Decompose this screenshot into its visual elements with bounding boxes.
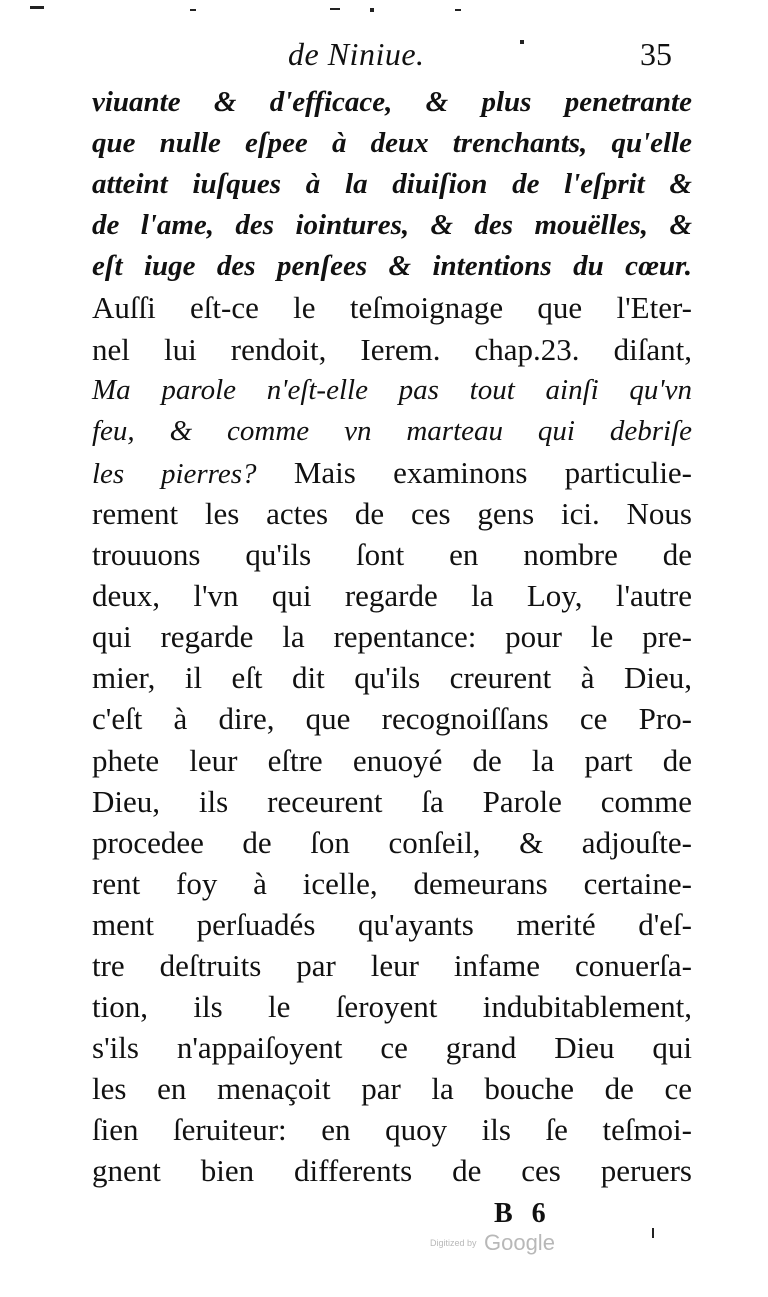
italic-quote-end: les pierres? <box>92 457 257 490</box>
text-line: rent foy à icelle, demeurans certaine- <box>92 865 692 901</box>
text-line: deux, l'vn qui regarde la Loy, l'autre <box>92 578 692 614</box>
text-line: ſien ſeruiteur: en quoy ils ſe teſmoi- <box>92 1112 692 1148</box>
text-line: atteint iuſques à la diuiſion de l'eſprit & <box>92 168 692 201</box>
watermark-prefix: Digitized by <box>430 1238 477 1248</box>
body-text <box>92 82 692 1192</box>
text-line: Ma parole n'eſt-elle pas tout ainſi qu'vn <box>92 373 692 406</box>
text-line: feu, & comme vn marteau qui debriſe <box>92 414 692 447</box>
signature-mark: B 6 <box>494 1198 552 1229</box>
page-number: 35 <box>640 36 672 72</box>
text-line: que nulle eſpee à deux trenchants, qu'elle <box>92 127 692 160</box>
text-line <box>92 452 692 493</box>
google-logo-text: Google <box>483 1230 555 1255</box>
text-line: gnent bien differents de ces peruers <box>92 1153 692 1189</box>
text-line: mier, il eſt dit qu'ils creurent à Dieu, <box>92 660 692 696</box>
text-line: Dieu, ils receurent ſa Parole comme <box>92 783 692 819</box>
text-line: de l'ame, des iointures, & des mouëlles, & <box>92 209 692 242</box>
digitized-watermark <box>430 1230 555 1256</box>
running-head <box>280 36 680 80</box>
text-line: tion, ils le ſeroyent indubitablement, <box>92 989 692 1025</box>
text-line: procedee de ſon conſeil, & adjouſte- <box>92 824 692 860</box>
text-line: trouuons qu'ils ſont en nombre de <box>92 537 692 573</box>
text-line: qui regarde la repentance: pour le pre- <box>92 619 692 655</box>
text-line: Auſſi eſt-ce le teſmoignage que l'Eter- <box>92 290 692 326</box>
text-line: s'ils n'appaiſoyent ce grand Dieu qui <box>92 1030 692 1066</box>
text-line: rement les actes de ces gens ici. Nous <box>92 495 692 531</box>
text-line: c'eſt à dire, que recognoiſſans ce Pro- <box>92 701 692 737</box>
text-line: ment perſuadés qu'ayants merité d'eſ- <box>92 906 692 942</box>
text-line: eſt iuge des penſees & intentions du cœur. <box>92 250 692 283</box>
text-line: tre deſtruits par leur infame conuerſa- <box>92 947 692 983</box>
running-head-title: de Niniue. <box>288 36 425 72</box>
text-line: nel lui rendoit, Ierem. chap.23. diſant, <box>92 331 692 367</box>
roman-continuation: Mais examinons particulie- <box>256 454 693 490</box>
text-line: viuante & d'efficace, & plus penetrante <box>92 86 692 118</box>
text-line: phete leur eſtre enuoyé de la part de <box>92 742 692 778</box>
text-line: les en menaçoit par la bouche de ce <box>92 1071 692 1107</box>
